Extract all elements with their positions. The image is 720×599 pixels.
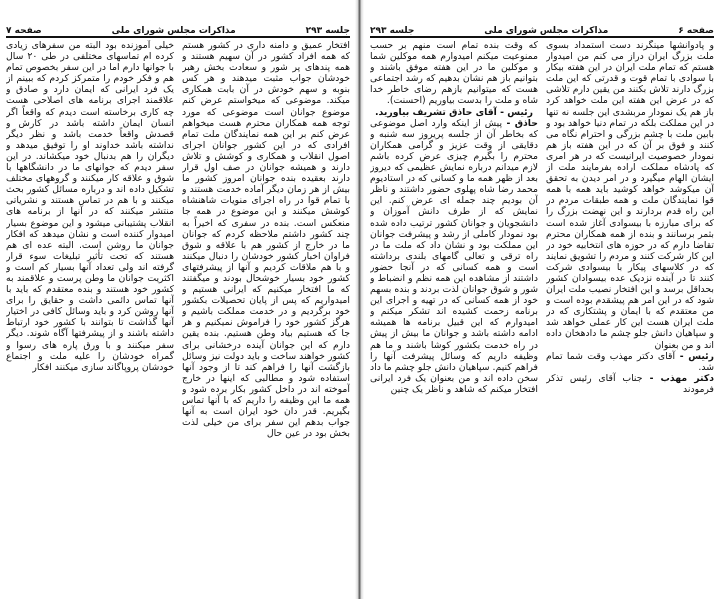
session-number: جلسه ۲۹۳ — [370, 26, 415, 36]
speech-text: جناب آقای رئیس تذکر فرمودند — [546, 372, 714, 395]
page-header — [6, 24, 350, 38]
paragraph: که وقت بنده تمام است منهم بر حسب ممنوعیت میکنم امیدوارم همه موکلین شما و موکلین ما در این هفته موفق باشند و بتوانیم باز هم نشان بدهیم که رشد اجتماعی هست که میتوانیم بازهم رضای خاطر خدا شاه و ملت را بدست بیاوریم (احسنت). — [370, 40, 538, 107]
paragraph: و پادوانشها مینگرند دست استمداد بسوی ملت بزرگ ایران دراز می کنم من امیدوار هستم که تمام ملت ایران در این هفته بیکار با سوادی با تمام قوت و قدرتی که این ملت بزرگ دارند تلاش بکنند من یقین دارم تلاشی که در عرض این هفته این ملت خواهد کرد باز هم یک نمودار مربشدی این جلسه نه تنها در این مملکت بلکه در تمام دنیا خواهد بود و بابین ملت با چشم بزرگی و احترام نگاه می کنند و فوق بر آن که در این هفته باز هم نمودار خصوصیت ایرانیست که در هر امری که پادشاه مملکت اراده بفرمایند ملت از ایشان الهام میگیرد و در امر دیدن به تحقق آن میکوشد خواهد کوشید باید همه با همه قوا نمایندگان ملت و همه طبقات مردم در این راه قدم بردارند و این نهضت بزرگ را که برای مبارزه با بیسوادی آغاز شده است بثمر برسانند و بنده از همه همکاران محترم تقاضا دارم که در حوزه های انتخابیه خود در این کار شرکت کنند و مردم را تشویق نمایند که در کلاسهای پیکار با بیسوادی شرکت کنند تا در آینده نزدیک عده بیسوادان کشور بحداقل برسد و این افتخار نصیب ملت ایران شود که در این امر هم پیشقدم بوده است و من معتقدم که با ایمان و پشتکاری که در ملت ایران هست این کار عملی خواهد شد و سپاهیان دانش جلو چشم ما دادهخان داده اند و من بعنوان — [546, 40, 714, 351]
speech-text: آقای دکتر مهذب وقت شما تمام شد. — [546, 350, 714, 373]
session-number: جلسه ۲۹۳ — [305, 26, 350, 36]
page-number: صفحه ۷ — [6, 26, 42, 36]
publication-title: مذاکرات مجلس شورای ملی — [111, 26, 236, 36]
paragraph: خیلی آموزنده بود البته من سفرهای زیادی کرده ام تماسهای مختلفی در طی ۲۰ سال با جوانها دارم اما در این سفر بخصوص تمام هم و فکر خودم را متمرکز کردم که ببینم از یک فرد ایرانی که ایمان دارد و صادق و علاقمند اجرای برنامه های اصلاحی هست چه کاری برخاسته است دیدم که واقعاً اگر انسان ایمان داشته باشد در کارش و قصدش واقعاً خدمت باشد و نظر دیگر نداشته باشد خداوند او را توفیق میدهد و دیگران را هم بدنبال خود میکشاند. در این سفر دیدم که جوانهای ما در دانشگاهها با شوق و علاقه کار میکنند و گروههای مختلف تشکیل داده اند و درباره مسائل کشور بحث میکنند و با هم در تماس هستند و نشریاتی منتشر میکنند که در آنها از برنامه های انقلاب پشتیبانی میشود و این موضوع بسیار امیدوار کننده است و نشان میدهد که افکار جوانان ما روشن است. البته عده ای هم هستند که تحت تأثیر تبلیغات سوء قرار گرفته اند ولی تعداد آنها بسیار کم است و اکثریت جوانان ما وطن پرست و علاقمند به کشور خود هستند و بنده معتقدم که باید با آنها تماس دائمی داشت و حقایق را برای آنها روشن کرد و باید وسائل کافی در اختیار آنها گذاشت تا بتوانند با کشور خود ارتباط داشته باشند و از پیشرفتها آگاه شوند. دیگر سفر میکنند و با ورق پاره های رسوا و گمراه خودشان را علیه ملت و اجتماع خودشان پروپاگاند سازی میکنند افکار — [6, 40, 174, 373]
text-column-left — [370, 40, 538, 568]
publication-title: مذاکرات مجلس شورای ملی — [484, 26, 609, 36]
speech-text: پیش از اینکه وارد اصل موضوعی که بخاطر آن از جلسه پریروز سه شنبه و دقایقی از وقت عزیز و گرامی همکاران محترم را بگیرم چیزی عرض کرده باشم لازم میدانم درباره نمایش عظیمی که دیروز بعد از ظهر همه ما و کسانی که در استادیوم محمد رضا شاه پهلوی حضور داشتند و ناظر آن بودیم چند جمله ای عرض کنم. این نمایش که از طرف دانش آموزان و دانشجویان و جوانان کشور ترتیب داده شده بود نمودار کاملی از رشد و پیشرفت جوانان این مملکت بود و نشان داد که ملت ما در راه ترقی و تعالی گامهای بلندی برداشته است و همه کسانی که در آنجا حضور داشتند از مشاهده این همه نظم و انضباط و شور و شوق جوانان لذت بردند و بنده بسهم خود از همه کسانی که در تهیه و اجرای این برنامه زحمت کشیده اند تشکر میکنم و امیدوارم که این قبیل برنامه ها همیشه ادامه داشته باشد و جوانان ما بیش از پیش در راه خدمت بکشور کوشا باشند و ما هم وظیفه داریم که وسائل پیشرفت آنها را فراهم کنیم. سپاهیان دانش جلو چشم ما داد سخن داده اند و من بعنوان یک فرد ایرانی افتخار میکنم که شاهد و ناظر یک چنین — [370, 117, 538, 395]
speaker-name: رئیس - — [675, 350, 714, 362]
speaker-name: حاذق - — [502, 117, 538, 129]
text-column-left — [6, 40, 174, 568]
text-column-right — [182, 40, 350, 568]
chair-announcement: رئیس - آقای حاذق تشریف بیاورید. — [375, 106, 533, 118]
speaker-name: دکتر مهذب - — [642, 372, 714, 384]
text-column-right — [546, 40, 714, 568]
speaker-paragraph — [546, 373, 714, 395]
speaker-paragraph — [370, 118, 538, 395]
paragraph: افتخار عمیق و دامنه داری در کشور هستم که همه افراد کشور در آن سهیم هستند و همه پندهای پر شور و سعادت بخش رهبر خودشان جواب مثبت میدهند و هر کس بنوبه و سهم خودش در آن بابت همکاری میکند. موضوعی که میخواستم عرض کنم موضوع جوانان است موضوعی که مورد توجه همه همکاران محترم هست میخواهم عرض کنم بر این همه نمایندگان ملت تمام افرادی که در این کشور جوانان اجرای اصول انقلاب و همکاری و کوشش و تلاش دارند و همیشه جوانان در صف اول قرار دارند بعقیده بنده جوانان امروز کشور ما بیش از هر زمان دیگر آماده خدمت هستند و با تمام قوا در راه اجرای منویات شاهنشاه کوشش میکنند و این موضوع در همه جا منعکس است. بنده در سفری که اخیراً به چند کشور داشتم ملاحظه کردم که جوانان ما در خارج از کشور هم با علاقه و شوق فراوان اخبار کشور خودشان را دنبال میکنند و با هم ملاقات کردیم و آنها از پیشرفتهای کشور خود بسیار خوشحال بودند و میگفتند که ما افتخار میکنیم که ایرانی هستیم و امیدواریم که پس از پایان تحصیلات بکشور خود برگردیم و در خدمت مملکت باشیم و هرگز کشور خود را فراموش نمیکنیم و هر جا که هستیم بیاد وطن هستیم. بنده یقین دارم که این جوانان آینده درخشانی برای کشور خواهند ساخت و باید دولت نیز وسائل بازگشت آنها را فراهم کند تا از وجود آنها استفاده شود و مطالبی که اینها در خارج آموخته اند در داخل کشور بکار برده شود و همه ما این وظیفه را داریم که با آنها تماس بگیریم. قدر دان خود ایران است به آنها جواب بدهم این سفر برای من خیلی لذت بخش بود در عین حال — [182, 40, 350, 440]
book-binding-gutter — [355, 0, 364, 599]
right-page — [364, 0, 720, 599]
page-header — [370, 24, 714, 38]
speaker-paragraph — [546, 351, 714, 373]
left-page — [0, 0, 356, 599]
page-number: صفحه ۶ — [678, 26, 714, 36]
